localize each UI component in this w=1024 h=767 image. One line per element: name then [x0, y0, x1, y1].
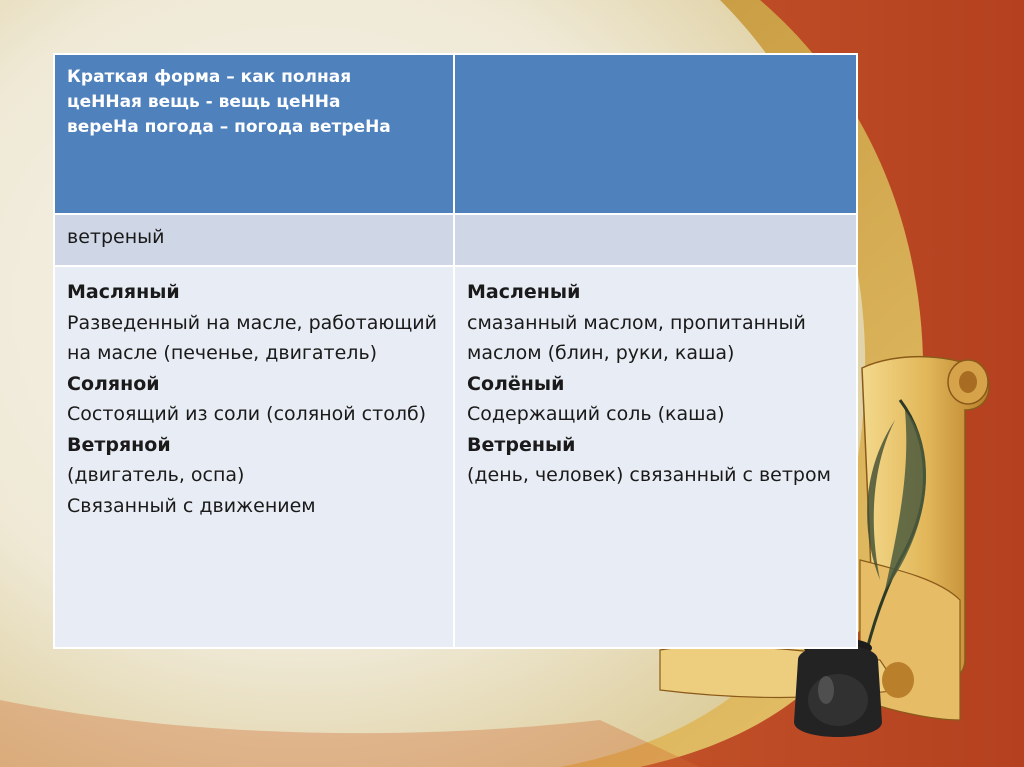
entry-definition: (двигатель, оспа) Связанный с движением: [67, 464, 316, 517]
comparison-table: [53, 53, 858, 649]
table-subrow: [54, 214, 857, 266]
entry-definition: Содержащий соль (каша): [467, 403, 725, 425]
subrow-cell-right: [454, 214, 857, 266]
entry-term: Солёный: [467, 372, 565, 395]
entry-definition: (день, человек) связанный с ветром: [467, 464, 831, 486]
entry-masleny: [467, 277, 844, 369]
entry-maslyany: [67, 277, 441, 369]
entry-term: Масленый: [467, 281, 581, 303]
header-rule-text: Краткая форма – как полная цеННая вещь - вещь цеННа вереНа погода – погода ветреНа: [67, 67, 391, 137]
entry-definition: Состоящий из соли (соляной столб): [67, 403, 427, 425]
subrow-left-text: ветреный: [67, 226, 165, 248]
entry-term: Ветреный: [467, 433, 576, 456]
body-cell-left: [54, 266, 454, 648]
entry-vetryanoy: [67, 430, 441, 522]
entry-term: Масляный: [67, 281, 180, 303]
table-body-row: [54, 266, 857, 648]
body-cell-right: [454, 266, 857, 648]
entry-solyony: [467, 369, 844, 430]
entry-term: Ветряной: [67, 433, 171, 456]
table-header-row: [54, 54, 857, 214]
header-cell-right: [454, 54, 857, 214]
entry-definition: смазанный маслом, пропитанный маслом (блин, руки, каша): [467, 311, 806, 364]
header-cell-left: [54, 54, 454, 214]
entry-vetreny: [467, 430, 844, 491]
subrow-cell-left: [54, 214, 454, 266]
entry-term: Соляной: [67, 372, 160, 395]
entry-solyanoy: [67, 369, 441, 430]
entry-definition: Разведенный на масле, работающий на масле (печенье, двигатель): [67, 311, 437, 364]
